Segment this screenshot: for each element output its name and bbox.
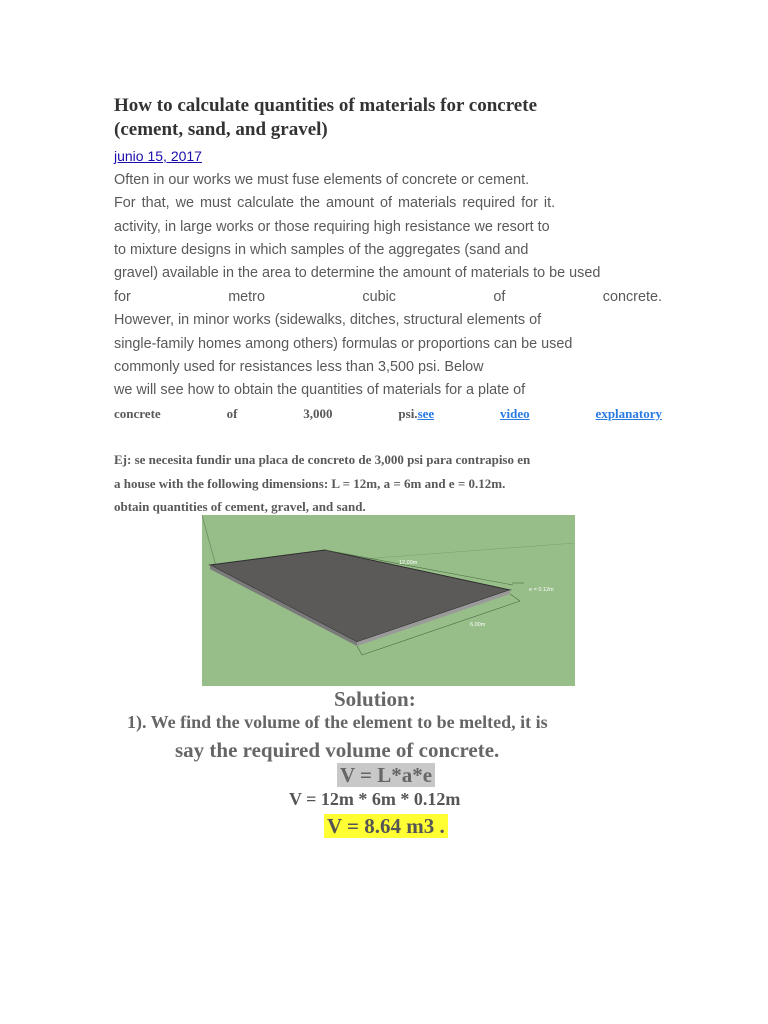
article-title-line2: (cement, sand, and gravel) xyxy=(114,119,328,140)
result xyxy=(324,813,448,839)
example-line-2: a house with the following dimensions: L = 12m, a = 6m and e = 0.12m. xyxy=(114,476,506,491)
paragraph-line-10: we will see how to obtain the quantities of materials for a plate of xyxy=(114,382,526,398)
slab-illustration xyxy=(202,515,575,686)
word: 3,000 xyxy=(303,406,333,421)
see-link[interactable]: see xyxy=(417,406,435,421)
word: concrete xyxy=(114,406,161,421)
paragraph-line-2-text: For that, we must calculate the amount of materials required for it. xyxy=(114,195,556,211)
paragraph-line-2 xyxy=(114,194,662,212)
paragraph-line-1: Often in our works we must fuse elements of concrete or cement. xyxy=(114,172,530,188)
step1-line-2: say the required volume of concrete. xyxy=(175,738,500,762)
width-label: 6,00m xyxy=(470,622,486,628)
formula-text: V = L*a*e xyxy=(337,763,435,787)
paragraph-line-7: However, in minor works (sidewalks, ditches, structural elements of xyxy=(114,312,542,328)
example-line-3: obtain quantities of cement, gravel, and sand. xyxy=(114,499,366,514)
paragraph-line-4: to mixture designs in which samples of the aggregates (sand and xyxy=(114,242,529,258)
word: for xyxy=(114,289,131,305)
slab-figure xyxy=(202,515,575,686)
example-line-1: Ej: se necesita fundir una placa de concreto de 3,000 psi para contrapiso en xyxy=(114,452,531,467)
post-date-link[interactable]: junio 15, 2017 xyxy=(114,148,202,164)
paragraph-line-8: single-family homes among others) formulas or proportions can be used xyxy=(114,336,573,352)
paragraph-line-6 xyxy=(114,288,662,306)
dim-tick xyxy=(357,646,362,655)
article-title xyxy=(114,94,537,142)
thickness-label: e = 0.12m xyxy=(529,587,554,593)
result-text: V = 8.64 m3 . xyxy=(324,814,448,838)
formula xyxy=(337,763,435,787)
paragraph-line-5: gravel) available in the area to determine the amount of materials to be used xyxy=(114,265,601,281)
slab-top xyxy=(210,550,510,642)
word-with-link xyxy=(398,405,434,423)
word: metro xyxy=(228,289,265,305)
explanatory-link[interactable]: explanatory xyxy=(595,406,662,421)
solution-heading: Solution: xyxy=(334,687,416,711)
video-link[interactable]: video xyxy=(500,406,530,421)
dim-tick xyxy=(510,594,520,601)
paragraph-line-9: commonly used for resistances less than 3,500 psi. Below xyxy=(114,359,484,375)
word: of xyxy=(493,289,506,305)
word: cubic xyxy=(362,289,396,305)
word: of xyxy=(226,406,238,421)
word: concrete. xyxy=(602,289,662,305)
word: psi. xyxy=(398,406,418,421)
axis-line xyxy=(202,515,217,570)
article-title-line1: How to calculate quantities of materials for concrete xyxy=(114,95,538,116)
paragraph-line-11 xyxy=(114,405,662,423)
length-label: 12,00m xyxy=(399,560,418,566)
paragraph-line-3: activity, in large works or those requiring high resistance we resort to xyxy=(114,219,550,235)
step1-line-1: 1). We find the volume of the element to be melted, it is xyxy=(127,712,548,732)
substitution: V = 12m * 6m * 0.12m xyxy=(289,789,461,809)
